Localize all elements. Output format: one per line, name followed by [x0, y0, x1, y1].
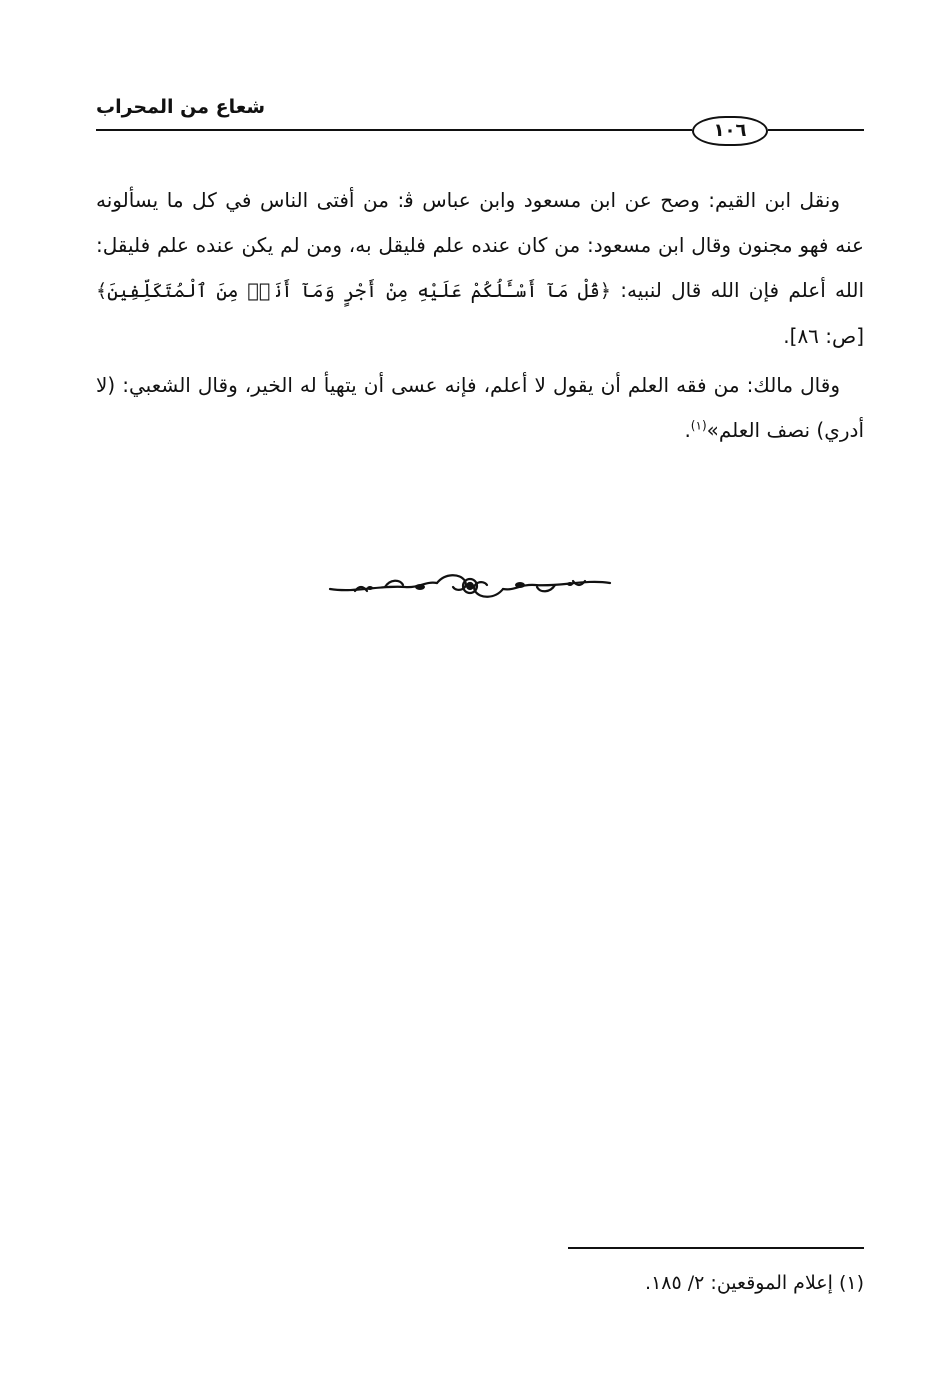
paragraph-2-end: .	[684, 418, 691, 442]
ornament-divider-icon	[325, 565, 615, 605]
paragraph-2-text: وقال مالك: من فقه العلم أن يقول لا أعلم، فإنه عسى أن يتهيأ له الخير، وقال الشعبي: (لا أدري) نصف العلم»	[96, 373, 864, 442]
page-header	[96, 96, 864, 156]
footnote-marker: (١)	[690, 418, 707, 433]
book-title: شعاع من المحراب	[96, 96, 266, 118]
paragraph-2	[96, 363, 864, 453]
page-number-badge: ١٠٦	[692, 116, 768, 146]
footnote: (١) إعلام الموقعين: ٢/ ١٨٥.	[645, 1272, 864, 1294]
quran-verse: ﴿قُلْ مَآ أَسْـَٔلُكُمْ عَلَيْهِ مِنْ أَجْرٍ وَمَآ أَنَا۠ مِنَ ٱلْمُتَكَلِّفِينَ﴾	[96, 280, 611, 302]
header-rule-right	[768, 129, 864, 131]
footnote-rule	[568, 1247, 864, 1249]
paragraph-1-text: ونقل ابن القيم: وصح عن ابن مسعود وابن عباس ﭬ: من أفتى الناس في كل ما يسألونه عنه فهو مجنون وقال ابن مسعود: من كان عنده علم فليقل به، ومن لم يكن عنده علم فليقل: الله أعلم فإن الله قال لنبيه:	[96, 188, 864, 302]
paragraph-1	[96, 178, 864, 359]
main-text	[96, 178, 864, 453]
verse-reference: [ص: ٨٦].	[783, 324, 864, 348]
header-rule-left	[96, 129, 692, 131]
